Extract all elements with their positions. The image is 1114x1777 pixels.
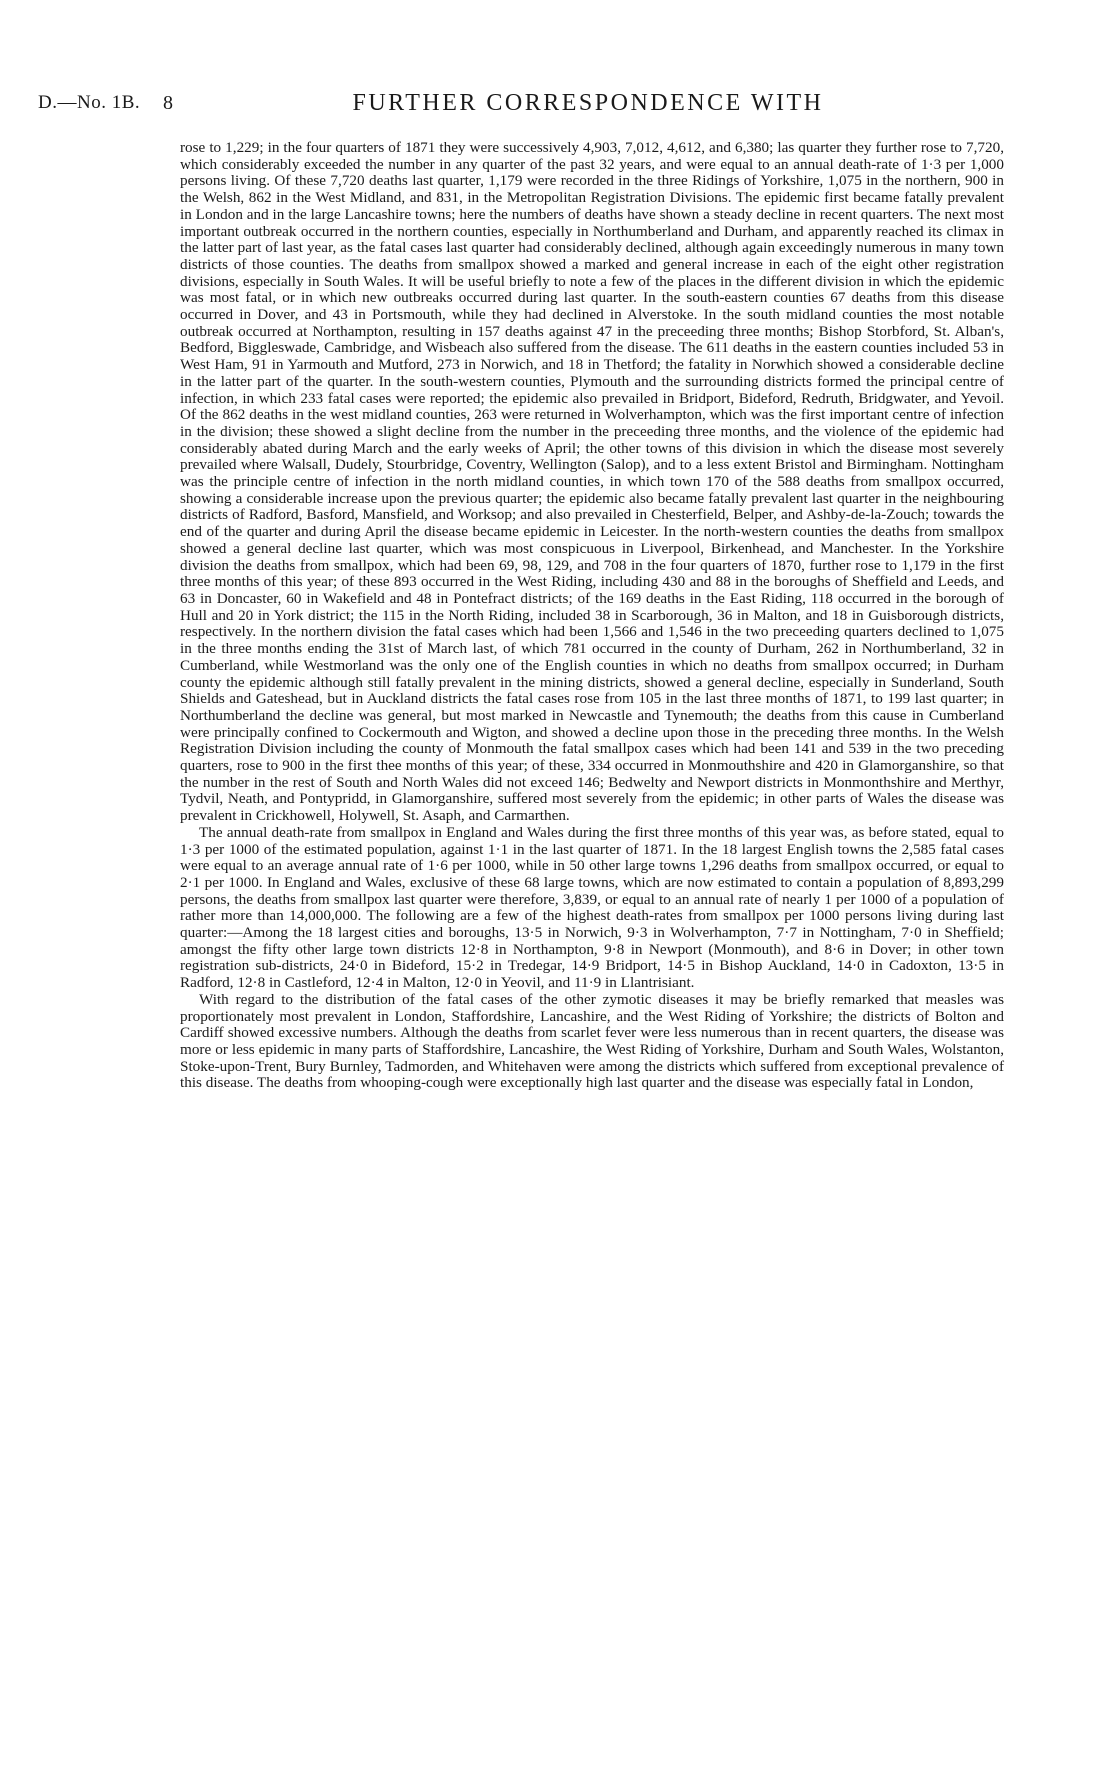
body-text	[180, 140, 1004, 1092]
document-reference: D.—No. 1B.	[38, 92, 141, 113]
page-header	[38, 92, 1078, 132]
paragraph-2: The annual death-rate from smallpox in England and Wales during the first three months of this year was, as before stated, equal to 1·3 per 1000 of the estimated population, against 1·1 in the last quarter of 1871. In the 18 largest English towns the 2,585 fatal cases were equal to an average annual rate of 1·6 per 1000, while in 50 other large towns 1,296 deaths from smallpox occurred, or equal to 2·1 per 1000. In England and Wales, exclusive of these 68 large towns, which are now estimated to contain a population of 8,893,299 persons, the deaths from smallpox last quarter were therefore, 3,839, or equal to an annual rate of nearly 1 per 1000 of a population of rather more than 14,000,000. The following are a few of the highest death-rates from smallpox per 1000 persons living during last quarter:—Among the 18 largest cities and boroughs, 13·5 in Norwich, 9·3 in Wolverhampton, 7·7 in Nottingham, 7·0 in Sheffield; amongst the fifty other large town districts 12·8 in Northampton, 9·8 in Newport (Monmouth), and 8·6 in Dover; in other town registration sub-districts, 24·0 in Bideford, 15·2 in Tredegar, 14·9 Bridport, 14·5 in Bishop Auckland, 14·0 in Cadoxton, 13·5 in Radford, 12·8 in Castleford, 12·4 in Malton, 12·0 in Yeovil, and 11·9 in Llantrisiant.	[180, 823, 1004, 992]
paragraph-1: rose to 1,229; in the four quarters of 1871 they were successively 4,903, 7,012, 4,612, and 6,380; las quarter they further rose to 7,720, which considerably exceeded the number in any quarter of the past 32 years, and were equal to an annual death-rate of 1·3 per 1,000 persons living. Of these 7,720 deaths last quarter, 1,179 were recorded in the three Ridings of Yorkshire, 1,075 in the northern, 900 in the Welsh, 862 in the West Midland, and 831, in the Metropolitan Registration Divisions. The epidemic first became fatally prevalent in London and in the large Lancashire towns; here the numbers of deaths have shown a steady decline in recent quarters. The next most important outbreak occurred in the northern counties, especially in Northumberland and Durham, and apparently reached its climax in the latter part of last year, as the fatal cases last quarter had considerably declined, although again exceedingly numerous in many town districts of those counties. The deaths from smallpox showed a marked and general increase in each of the eight other registration divisions, especially in South Wales. It will be useful briefly to note a few of the places in the different division in which the epidemic was most fatal, or in which new outbreaks occurred during last quarter. In the south-eastern counties 67 deaths from this disease occurred in Dover, and 43 in Portsmouth, while they had declined in Alverstoke. In the south midland counties the most notable outbreak occurred at Northampton, resulting in 157 deaths against 47 in the preceeding three months; Bishop Storbford, St. Alban's, Bedford, Biggleswade, Cambridge, and Wisbeach also suffered from the disease. The 611 deaths in the eastern counties included 53 in West Ham, 91 in Yarmouth and Mutford, 273 in Norwich, and 18 in Thetford; the fatality in Norwhich showed a considerable decline in the latter part of the quarter. In the south-western counties, Plymouth and the surrounding districts formed the principal centre of infection, in which 233 fatal cases were reported; the epidemic also prevailed in Bridport, Bideford, Redruth, Bridgwater, and Yevoil. Of the 862 deaths in the west midland counties, 263 were returned in Wolverhampton, which was the first important centre of infection in the division; these showed a slight decline from the number in the preceeding three months, and the violence of the epidemic had considerably abated during March and the early weeks of April; the other towns of this division in which the disease most severely prevailed where Walsall, Dudely, Stourbridge, Coventry, Wellington (Salop), and to a less extent Bristol and Birmingham. Nottingham was the principle centre of infection in the north midland counties, in which town 170 of the 588 deaths from smallpox occurred, showing a considerable increase upon the previous quarter; the epidemic also became fatally prevalent last quarter in the neighbouring districts of Radford, Basford, Mansfield, and Worksop; and also prevailed in Chesterfield, Belper, and Ashby-de-la-Zouch; towards the end of the quarter and during April the disease became epidemic in Leicester. In the north-western counties the deaths from smallpox showed a general decline last quarter, which was most conspicuous in Liverpool, Birkenhead, and Manchester. In the Yorkshire division the deaths from smallpox, which had been 69, 98, 129, and 708 in the four quarters of 1870, further rose to 1,179 in the first three months of this year; of these 893 occurred in the West Riding, including 430 and 88 in the boroughs of Sheffield and Leeds, and 63 in Doncaster, 60 in Wakefield and 48 in Pontefract districts; of the 169 deaths in the East Riding, 118 occurred in the borough of Hull and 20 in York district; the 115 in the North Riding, included 38 in Scarborough, 36 in Malton, and 18 in Guisborough districts, respectively. In the northern division the fatal cases which had been 1,566 and 1,546 in the two preceeding quarters declined to 1,075 in the three months ending the 31st of March last, of which 781 occurred in the county of Durham, 262 in Northumberland, 32 in Cumberland, while Westmorland was the only one of the English counties in which no deaths from smallpox occurred; in Durham county the epidemic although still fatally prevalent in the mining districts, showed a general decline, especially in Sunderland, South Shields and Gateshead, but in Auckland districts the fatal cases rose from 105 in the last three months of 1871, to 199 last quarter; in Northumberland the decline was general, but most marked in Newcastle and Tynemouth; the deaths from this cause in Cumberland were principally confined to Cockermouth and Wigton, and showed a decline upon those in the preceding three months. In the Welsh Registration Division including the county of Monmouth the fatal smallpox cases which had been 141 and 539 in the two preceding quarters, rose to 900 in the first thee months of this year; of these, 334 occurred in Monmouthshire and 420 in Glamorganshire, so that the number in the rest of South and North Wales did not exceed 146; Bedwelty and Newport districts in Monmonthshire and Merthyr, Tydvil, Neath, and Pontypridd, in Glamorganshire, suffered most severely from the epidemic; in other parts of Wales the disease was prevalent in Crickhowell, Holywell, St. Asaph, and Carmarthen.	[180, 139, 1004, 825]
paragraph-3: With regard to the distribution of the fatal cases of the other zymotic diseases it may be briefly remarked that measles was proportionately most prevalent in London, Staffordshire, Lancashire, and the West Riding of Yorkshire; the districts of Bolton and Cardiff showed excessive numbers. Although the deaths from scarlet fever were less numerous than in recent quarters, the disease was more or less epidemic in many parts of Staffordshire, Lancashire, the West Riding of Yorkshire, Durham and South Wales, Wolstanton, Stoke-upon-Trent, Bury Burnley, Tadmorden, and Whitehaven were among the districts which suffered from exceptional prevalence of this disease. The deaths from whooping-cough were exceptionally high last quarter and the disease was especially fatal in London,	[180, 990, 1004, 1092]
running-title: FURTHER CORRESPONDENCE WITH	[352, 90, 824, 116]
page-number: 8	[163, 92, 173, 114]
